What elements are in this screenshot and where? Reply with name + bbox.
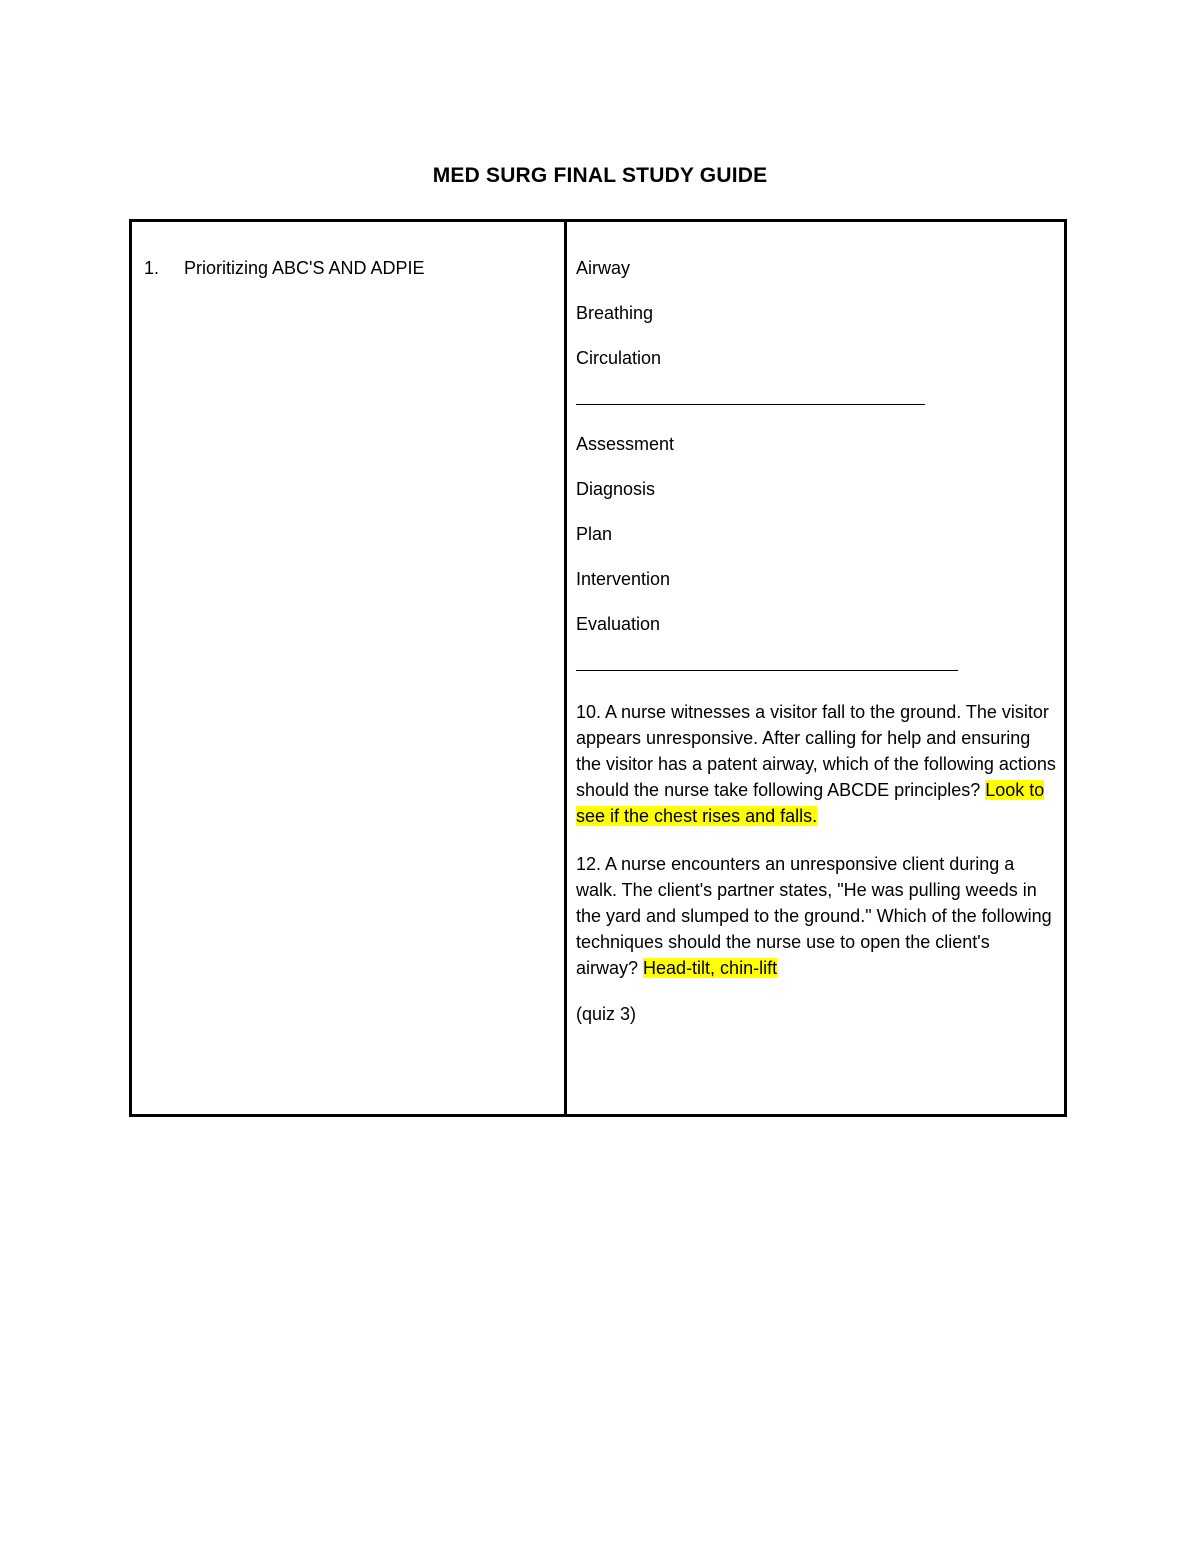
- question-12-text: 12. A nurse encounters an unresponsive client during a walk. The client's partner states, "He was pulling weeds in the yard and slumped to the ground." Which of the following techniques should the nurse use to open the client's airway?: [576, 854, 1052, 978]
- topic-number: 1.: [144, 258, 160, 278]
- adpie-item-diagnosis: Diagnosis: [576, 479, 656, 499]
- question-10-answer: Look to see if the chest rises and falls.: [576, 780, 1045, 826]
- topic-column: [132, 222, 567, 1114]
- question-10: [576, 699, 1056, 829]
- adpie-item-evaluation: Evaluation: [576, 614, 661, 634]
- question-10-text: 10. A nurse witnesses a visitor fall to the ground. The visitor appears unresponsive. After calling for help and ensuring the visitor has a patent airway, which of the following actions should the nurse take following ABCDE principles?: [576, 702, 1056, 800]
- section-divider: [576, 670, 958, 671]
- abc-item-circulation: Circulation: [576, 348, 662, 368]
- page-title: MED SURG FINAL STUDY GUIDE: [432, 164, 768, 187]
- question-12-answer: Head-tilt, chin-lift: [643, 958, 778, 978]
- section-divider: [576, 404, 925, 405]
- study-table: [129, 219, 1067, 1117]
- adpie-item-intervention: Intervention: [576, 569, 671, 589]
- abc-item-breathing: Breathing: [576, 303, 654, 323]
- abc-item-airway: Airway: [576, 258, 631, 278]
- notes-column: [567, 222, 1064, 1114]
- notes-content: [576, 257, 1056, 1025]
- adpie-item-assessment: Assessment: [576, 434, 675, 454]
- topic-item: [144, 257, 425, 279]
- question-12: [576, 851, 1056, 981]
- source-note: (quiz 3): [576, 1004, 637, 1024]
- adpie-item-plan: Plan: [576, 524, 613, 544]
- topic-label: Prioritizing ABC'S AND ADPIE: [184, 258, 425, 278]
